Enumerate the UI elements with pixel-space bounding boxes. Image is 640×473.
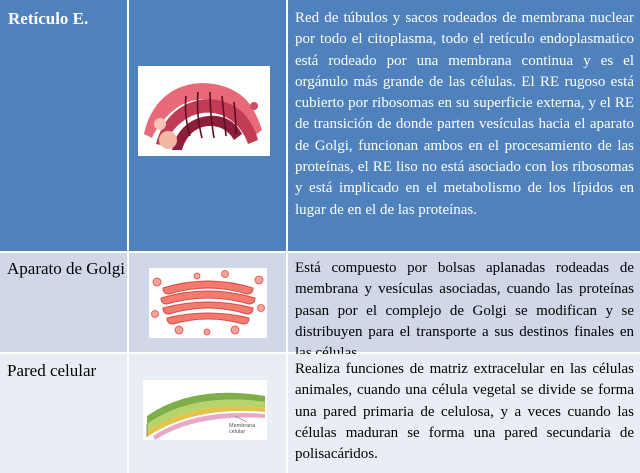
cell-wall-image — [143, 380, 267, 440]
row-1-image-cell — [129, 0, 286, 251]
row-1-name: Retículo E. — [8, 9, 89, 28]
row-3-description: Realiza funciones de matriz extracelular en las células animales, cuando una célula vegetal se divide se forma una pared primaria de celulosa, y a veces cuando las células maduran se forma una pared secundaria de polisacáridos. — [295, 361, 634, 463]
row-1-name-cell — [0, 0, 127, 251]
row-3-description-cell — [288, 354, 640, 473]
row-2-image-cell — [129, 253, 286, 352]
row-2-name: Aparato de Golgi — [7, 259, 126, 278]
row-1-description: Red de túbulos y sacos rodeados de membrana nuclear por todo el citoplasma, todo el retículo endoplasmatico está rodeado por una membrana continua y es el orgánulo más grande de las células. El RE rugoso está cubierto por ribosomas en su superficie externa, y el RE de transición de donde parten vesículas hacia el aparato de Golgi, funcionan ambos en el procesamiento de las proteínas, el RE liso no está asociado con los ribosomas y está implicado en el metabolismo de los lípidos en lugar de en el de las proteínas. — [295, 10, 634, 218]
row-2-name-cell — [0, 253, 127, 352]
row-3-name: Pared celular — [7, 361, 97, 380]
row-1-description-cell — [288, 0, 640, 251]
golgi-apparatus-image — [149, 268, 267, 338]
endoplasmic-reticulum-image — [138, 66, 270, 156]
caption-line-2: celular — [229, 429, 246, 435]
row-3-image-cell — [129, 354, 286, 473]
caption-line-1: Membrana — [229, 423, 256, 429]
row-3-name-cell — [0, 354, 127, 473]
row-2-description-cell — [288, 253, 640, 352]
row-2-description: Está compuesto por bolsas aplanadas rodeadas de membrana y vesículas asociadas, cuando las proteínas pasan por el complejo de Golgi se modifican y se distribuyen para el transporte a sus destinos finales en — [295, 260, 634, 340]
